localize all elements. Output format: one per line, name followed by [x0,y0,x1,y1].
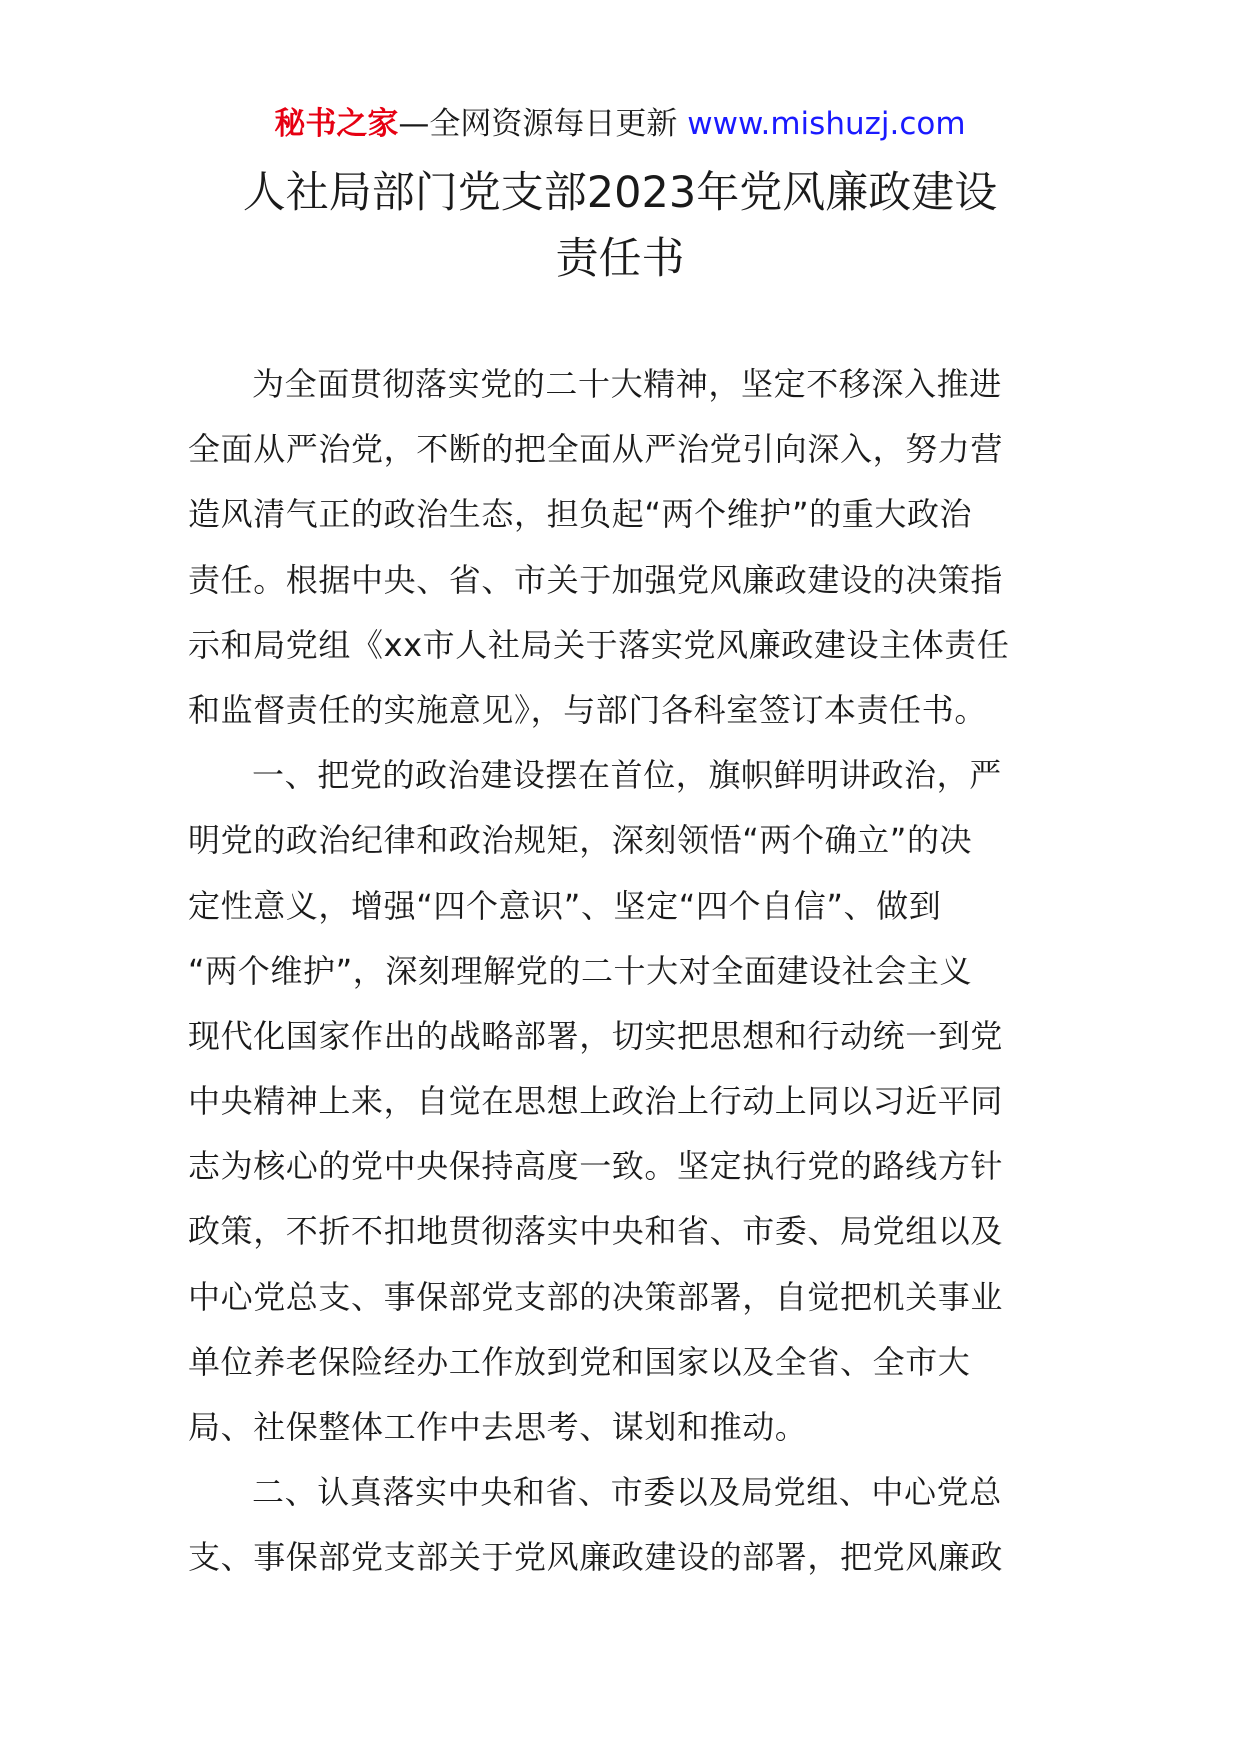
paragraph-line: 造风清气正的政治生态，担负起“两个维护”的重大政治 [188,495,973,534]
paragraph-line: 现代化国家作出的战略部署，切实把思想和行动统一到党 [188,1016,1004,1055]
paragraph-line: 为全面贯彻落实党的二十大精神，坚定不移深入推进 [252,365,1002,403]
paragraph-line: 责任。根据中央、省、市关于加强党风廉政建设的决策指 [188,560,1004,599]
paragraph-line: 和监督责任的实施意见》，与部门各科室签订本责任书。 [188,690,988,729]
paragraph-line: 示和局党组《xx市人社局关于落实党风廉政建设主体责任 [188,625,1010,664]
brand-name: 秘书之家 [274,106,399,142]
paragraph-line: 明党的政治纪律和政治规矩，深刻领悟“两个确立”的决 [188,821,973,860]
site-banner [0,102,1240,146]
document-title [0,160,1240,292]
paragraph-line: 政策，不折不扣地贯彻落实中央和省、市委、局党组以及 [188,1212,1004,1251]
paragraph-line: 单位养老保险经办工作放到党和国家以及全省、全市大 [188,1342,971,1381]
paragraph-line: 中央精神上来，自觉在思想上政治上行动上同以习近平同 [188,1082,1004,1121]
banner-tagline: —全网资源每日更新 [398,106,688,142]
document-body [188,352,1054,1591]
paragraph-line: 中心党总支、事保部党支部的决策部署，自觉把机关事业 [188,1277,1004,1316]
title-line-2: 责任书 [555,234,685,284]
paragraph-line: 一、把党的政治建设摆在首位，旗帜鲜明讲政治，严 [252,756,1002,795]
paragraph-line: 定性意义，增强“四个意识”、坚定“四个自信”、做到 [188,886,942,925]
site-url-link[interactable]: www.mishuzj.com [687,106,966,142]
paragraph-line: 志为核心的党中央保持高度一致。坚定执行党的路线方针 [188,1147,1004,1186]
paragraph-line: “两个维护”，深刻理解党的二十大对全面建设社会主义 [188,951,973,990]
title-line-1: 人社局部门党支部2023年党风廉政建设 [242,168,998,218]
paragraph-line: 支、事保部党支部关于党风廉政建设的部署，把党风廉政 [188,1538,1004,1577]
paragraph-line: 全面从严治党，不断的把全面从严治党引向深入，努力营 [188,430,1004,469]
paragraph-line: 局、社保整体工作中去思考、谋划和推动。 [188,1408,808,1446]
paragraph-line: 二、认真落实中央和省、市委以及局党组、中心党总 [252,1473,1002,1512]
